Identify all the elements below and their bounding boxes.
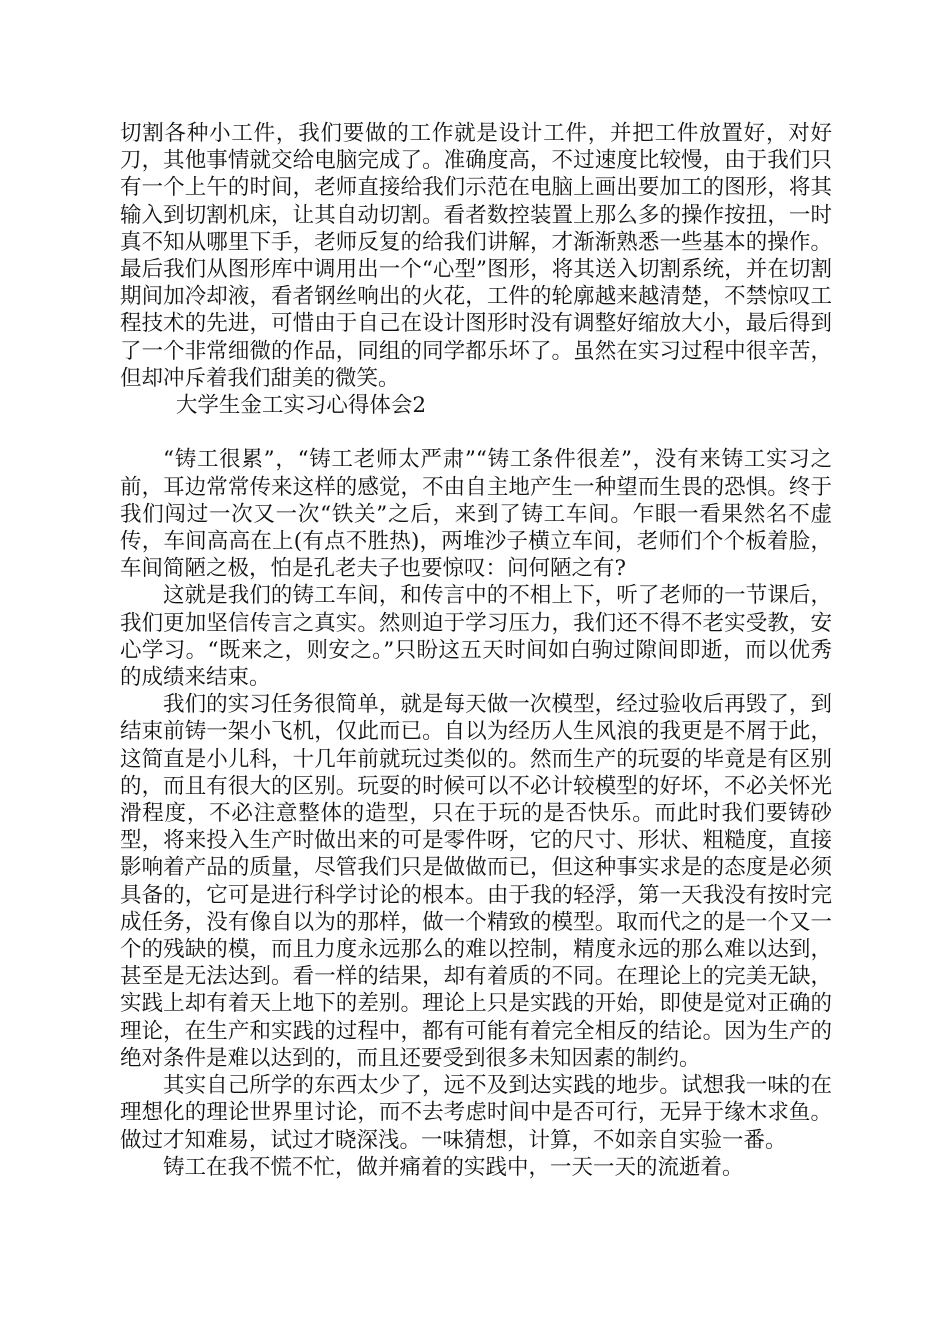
document-page (120, 120, 832, 1181)
paragraph-4: 其实自己所学的东西太少了，远不及到达实践的地步。试想我一味的在理想化的理论世界里讨论，而不去考虑时间中是否可行，无异于缘木求鱼。做过才知难易，试过才晓深浅。一味猜想，计算，不如亲自实验一番。 (120, 1073, 832, 1153)
paragraph-3: 我们的实习任务很简单，就是每天做一次模型，经过验收后再毁了，到结束前铸一架小飞机，仅此而已。自以为经历人生风浪的我更是不屑于此，这简直是小儿科，十几年前就玩过类似的。然而生产的玩耍的毕竟是有区别的，而且有很大的区别。玩耍的时候可以不必计较模型的好坏，不必关怀光滑程度，不必注意整体的造型，只在于玩的是否快乐。而此时我们要铸砂型，将来投入生产时做出来的可是零件呀，它的尺寸、形状、粗糙度，直接影响着产品的质量，尽管我们只是做做而已，但这种事实求是的态度是必须具备的，它可是进行科学讨论的根本。由于我的轻浮，第一天我没有按时完成任务，没有像自以为的那样，做一个精致的模型。取而代之的是一个又一个的残缺的模，而且力度永远那么的难以控制，精度永远的那么难以达到，甚至是无法达到。看一样的结果，却有着质的不同。在理论上的完美无缺，实践上却有着天上地下的差别。理论上只是实践的开始，即使是觉对正确的理论，在生产和实践的过程中，都有可能有着完全相反的结论。因为生产的绝对条件是难以达到的，而且还要受到很多未知因素的制约。 (120, 692, 832, 1071)
blank-line (120, 419, 832, 446)
section-heading: 大学生金工实习心得体会2 (175, 393, 427, 419)
paragraph-2: 这就是我们的铸工车间，和传言中的不相上下，听了老师的一节课后，我们更加坚信传言之真实。然则迫于学习压力，我们还不得不老实受教，安心学习。“既来之，则安之。”只盼这五天时间如白驹过隙间即逝，而以优秀的成绩来结束。 (120, 583, 832, 691)
paragraph-intro: 切割各种小工件，我们要做的工作就是设计工件，并把工件放置好，对好刀，其他事情就交给电脑完成了。准确度高，不过速度比较慢，由于我们只有一个上午的时间，老师直接给我们示范在电脑上画出要加工的图形，将其输入到切割机床，让其自动切割。看者数控装置上那么多的操作按扭，一时真不知从哪里下手，老师反复的给我们讲解，才渐渐熟悉一些基本的操作。最后我们从图形库中调用出一个“心型”图形，将其送入切割系统，并在切割期间加冷却液，看者钢丝响出的火花，工件的轮廓越来越清楚，不禁惊叹工程技术的先进，可惜由于自己在设计图形时没有调整好缩放大小，最后得到了一个非常细微的作品，同组的同学都乐坏了。虽然在实习过程中很辛苦，但却冲斥着我们甜美的微笑。 (120, 121, 832, 391)
paragraph-1: “铸工很累”，“铸工老师太严肃”“铸工条件很差”，没有来铸工实习之前，耳边常常传来这样的感觉，不由自主地产生一种望而生畏的恐惧。终于我们闯过一次又一次“铁关”之后，来到了铸工车间。乍眼一看果然名不虚传，车间高高在上(有点不胜热)，两堆沙子横立车间，老师们个个板着脸，车间简陋之极，怕是孔老夫子也要惊叹：问何陋之有? (120, 447, 832, 582)
paragraph-5: 铸工在我不慌不忙，做并痛着的实践中，一天一天的流逝着。 (163, 1154, 744, 1180)
